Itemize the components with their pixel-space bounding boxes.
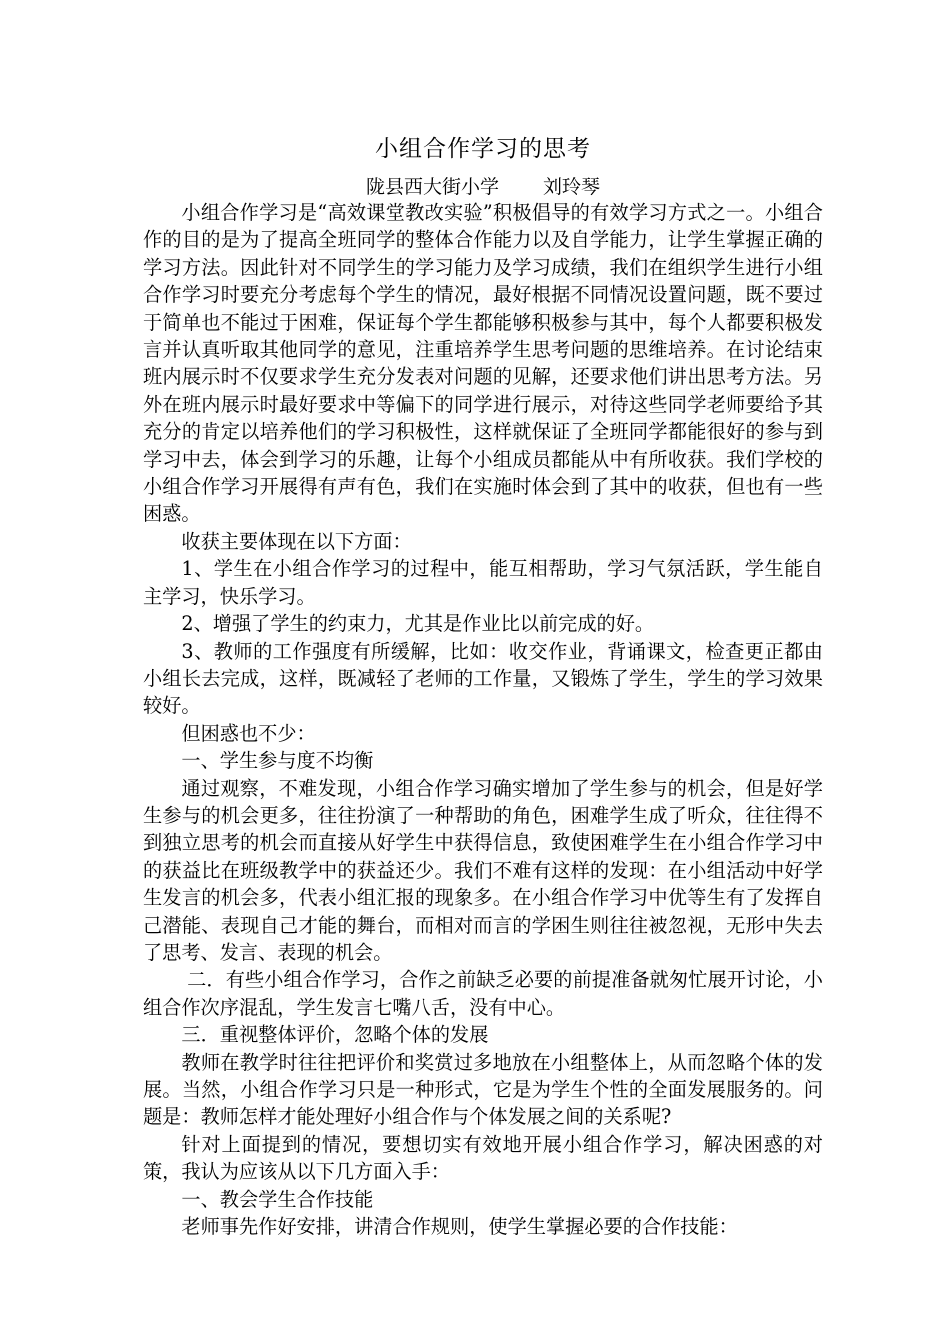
paragraph: 教师在教学时往往把评价和奖赏过多地放在小组整体上，从而忽略个体的发展。当然，小组合作学习只是一种形式，它是为学生个性的全面发展服务的。问题是：教师怎样才能处理好小组合作与个体发展之间的关系呢? [143,1050,823,1129]
paragraph: 但困惑也不少： [181,721,316,745]
paragraph: 收获主要体现在以下方面： [181,529,412,553]
document-body [143,199,823,1240]
paragraph: 2、增强了学生的约束力，尤其是作业比以前完成的好。 [181,612,655,636]
byline [143,174,823,200]
paragraph: 1、学生在小组合作学习的过程中，能互相帮助，学习气氛活跃，学生能自主学习，快乐学习。 [143,557,823,608]
paragraph: 二．有些小组合作学习，合作之前缺乏必要的前提准备就匆忙展开讨论，小组合作次序混乱，学生发言七嘴八舌，没有中心。 [143,968,823,1019]
document-title: 小组合作学习的思考 [375,136,591,162]
paragraph: 3、教师的工作强度有所缓解，比如：收交作业，背诵课文，检查更正都由小组长去完成，这样，既减轻了老师的工作量，又锻炼了学生，学生的学习效果较好。 [143,639,823,718]
section-heading: 一、学生参与度不均衡 [181,749,374,773]
school-name: 陇县西大街小学 [365,176,499,198]
section-heading: 三．重视整体评价，忽略个体的发展 [181,1023,489,1047]
paragraph: 通过观察，不难发现，小组合作学习确实增加了学生参与的机会，但是好学生参与的机会更多，往往扮演了一种帮助的角色，困难学生成了听众，往往得不到独立思考的机会而直接从好学生中获得信息，致使困难学生在小组合作学习中的获益比在班级教学中的获益还少。我们不难有这样的发现：在小组活动中好学生发言的机会多，代表小组汇报的现象多。在小组合作学习中优等生有了发挥自己潜能、表现自己才能的舞台，而相对而言的学困生则往往被忽视，无形中失去了思考、发言、表现的机会。 [143,776,823,964]
paragraph: 针对上面提到的情况，要想切实有效地开展小组合作学习，解决困惑的对策，我认为应该从以下几方面入手： [143,1132,823,1184]
section-heading: 一、教会学生合作技能 [181,1187,374,1211]
author-name: 刘玲琴 [543,176,601,198]
paragraph: 老师事先作好安排，讲清合作规则，使学生掌握必要的合作技能： [181,1215,738,1239]
paragraph: 小组合作学习是“高效课堂教改实验”积极倡导的有效学习方式之一。小组合作的目的是为了提高全班同学的整体合作能力以及自学能力，让学生掌握正确的学习方法。因此针对不同学生的学习能力及学习成绩，我们在组织学生进行小组合作学习时要充分考虑每个学生的情况，最好根据不同情况设置问题，既不要过于简单也不能过于困难，保证每个学生都能够积极参与其中，每个人都要积极发言并认真听取其他同学的意见，注重培养学生思考问题的思维培养。在讨论结束班内展示时不仅要求学生充分发表对问题的见解，还要求他们讲出思考方法。另外在班内展示时最好要求中等偏下的同学进行展示，对待这些同学老师要给予其充分的肯定以培养他们的学习积极性，这样就保证了全班同学都能很好的参与到学习中去，体会到学习的乐趣，让每个小组成员都能从中有所收获。我们学校的小组合作学习开展得有声有色，我们在实施时体会到了其中的收获，但也有一些困惑。 [143,201,823,526]
